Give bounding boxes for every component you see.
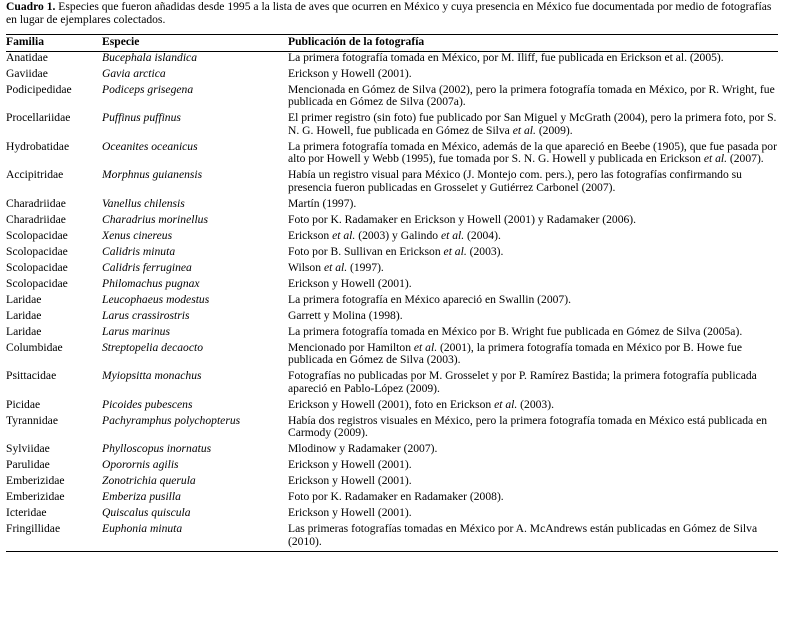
citation-text: (2004). — [464, 228, 501, 242]
citation-text: (2007). — [727, 152, 764, 166]
cell-especie: Philomachus pugnax — [102, 276, 200, 290]
species-table — [6, 34, 778, 552]
citation-text: (1997). — [347, 260, 384, 274]
citation-text: Wilson — [288, 260, 324, 274]
cell-familia: Gaviidae — [6, 66, 48, 80]
cell-familia: Procellariidae — [6, 111, 71, 125]
cell-publicacion — [288, 51, 778, 67]
table-row — [6, 326, 778, 342]
cell-publicacion — [288, 198, 778, 214]
table-row — [6, 262, 778, 278]
citation-text: La primera fotografía tomada en México por B. Wright fue publicada en Gómez de Silva (2005a). — [288, 324, 743, 338]
cell-publicacion — [288, 523, 778, 551]
cell-familia: Sylviidae — [6, 442, 50, 456]
cell-publicacion — [288, 326, 778, 342]
cell-familia: Laridae — [6, 324, 42, 338]
cell-familia: Charadriidae — [6, 212, 66, 226]
cell-especie: Emberiza pusilla — [102, 490, 181, 504]
table-row — [6, 68, 778, 84]
table-row — [6, 230, 778, 246]
cell-familia: Parulidae — [6, 458, 50, 472]
citation-text: Erickson — [288, 228, 333, 242]
cell-especie: Larus crassirostris — [102, 308, 190, 322]
cell-especie: Zonotrichia querula — [102, 474, 196, 488]
citation-etal: et al. — [703, 152, 727, 166]
table-row — [6, 214, 778, 230]
cell-familia: Columbidae — [6, 340, 63, 354]
citation-text: La primera fotografía tomada en México, por M. Iliff, fue publicada en Erickson et al. (2005). — [288, 50, 724, 64]
cell-especie: Calidris ferruginea — [102, 260, 192, 274]
citation-text: Mencionado por Hamilton — [288, 340, 414, 354]
table-row — [6, 141, 778, 170]
cell-publicacion — [288, 459, 778, 475]
citation-etal: et al. — [413, 340, 438, 354]
table-row — [6, 415, 778, 444]
citation-text: (2009). — [535, 123, 573, 137]
table-row — [6, 491, 778, 507]
citation-text: (2003) y Galindo — [355, 228, 441, 242]
cell-publicacion — [288, 169, 778, 198]
cell-publicacion — [288, 415, 778, 444]
table-row — [6, 246, 778, 262]
citation-text: Erickson y Howell (2001). — [288, 506, 412, 520]
cell-publicacion — [288, 310, 778, 326]
citation-text: Erickson y Howell (2001). — [288, 474, 412, 488]
cell-publicacion — [288, 262, 778, 278]
table-header — [6, 35, 778, 52]
cell-publicacion — [288, 370, 778, 399]
citation-text: El primer registro (sin foto) fue publicado por San Miguel y McGrath (2004), pero la primera foto, por S. N. G. Howell, fue publicada en Gómez de Silva — [288, 111, 777, 137]
table-row — [6, 112, 778, 141]
citation-text: (2003). — [466, 244, 504, 258]
cell-especie: Bucephala islandica — [102, 50, 197, 64]
citation-text: Garrett y Molina (1998). — [288, 308, 403, 322]
citation-text: Las primeras fotografías tomadas en México por A. McAndrews están publicadas en Gómez de Silva (2010). — [288, 522, 758, 548]
cell-publicacion — [288, 507, 778, 523]
table-row — [6, 310, 778, 326]
cell-familia: Laridae — [6, 292, 42, 306]
citation-text: Fotografías no publicadas por M. Grosselet y por P. Ramírez Bastida; la primera fotografía publicada apareció en Pablo-López (2009). — [288, 369, 757, 395]
cell-publicacion — [288, 443, 778, 459]
cell-familia: Psittacidae — [6, 369, 57, 383]
cell-especie: Oporornis agilis — [102, 458, 179, 472]
citation-etal: et al. — [494, 397, 518, 411]
cell-publicacion — [288, 112, 778, 141]
cell-familia: Hydrobatidae — [6, 139, 70, 153]
cell-especie: Phylloscopus inornatus — [102, 442, 212, 456]
cell-familia: Scolopacidae — [6, 276, 68, 290]
table-row — [6, 84, 778, 113]
table-row — [6, 459, 778, 475]
citation-text: Foto por B. Sullivan en Erickson — [288, 244, 444, 258]
header-publicacion: Publicación de la fotografía — [288, 35, 778, 52]
header-especie: Especie — [102, 35, 288, 52]
cell-especie: Larus marinus — [102, 324, 170, 338]
citation-text: Erickson y Howell (2001). — [288, 458, 412, 472]
cell-especie: Streptopelia decaocto — [102, 340, 203, 354]
citation-text: Erickson y Howell (2001). — [288, 66, 412, 80]
cell-especie: Leucophaeus modestus — [102, 292, 210, 306]
citation-text: (2003). — [517, 397, 554, 411]
table-row — [6, 523, 778, 551]
cell-especie: Charadrius morinellus — [102, 212, 208, 226]
cell-familia: Icteridae — [6, 506, 47, 520]
cell-familia: Podicipedidae — [6, 82, 72, 96]
cell-especie: Vanellus chilensis — [102, 196, 185, 210]
table-row — [6, 198, 778, 214]
cell-familia: Accipitridae — [6, 168, 64, 182]
cell-especie: Podiceps grisegena — [102, 82, 194, 96]
table-body — [6, 51, 778, 551]
citation-text: Mencionada en Gómez de Silva (2002), pero la primera fotografía tomada en México, por R. Wright, fue publicada en Gómez de Silva (2007a). — [288, 82, 775, 109]
table-row — [6, 475, 778, 491]
citation-text: La primera fotografía tomada en México, además de la que apareció en Beebe (1905), que fue pasada por alto por Howell y Webb (1995), fue tomada por S. N. G. Howell y publicada en Erickson — [288, 139, 777, 166]
citation-text: La primera fotografía en México apareció en Swallin (2007). — [288, 292, 571, 306]
citation-text: Mlodinow y Radamaker (2007). — [288, 442, 438, 456]
cell-familia: Picidae — [6, 397, 41, 411]
cell-publicacion — [288, 230, 778, 246]
cell-publicacion — [288, 475, 778, 491]
citation-text: Foto por K. Radamaker en Erickson y Howell (2001) y Radamaker (2006). — [288, 212, 637, 226]
cell-familia: Scolopacidae — [6, 260, 68, 274]
cell-familia: Anatidae — [6, 50, 48, 64]
citation-text: (2001), la primera fotografía tomada en México por B. Howe fue publicada en Gómez de Silva (2003). — [288, 340, 742, 367]
cell-familia: Charadriidae — [6, 196, 66, 210]
cell-especie: Pachyramphus polychopterus — [102, 413, 241, 427]
cell-especie: Oceanites oceanicus — [102, 139, 198, 153]
cell-publicacion — [288, 141, 778, 170]
cell-publicacion — [288, 246, 778, 262]
cell-publicacion — [288, 214, 778, 230]
citation-text: Erickson y Howell (2001), foto en Erickson — [288, 397, 495, 411]
cell-publicacion — [288, 84, 778, 113]
cell-especie: Euphonia minuta — [102, 523, 288, 551]
citation-text: Había dos registros visuales en México, pero la primera fotografía tomada en México está publicada en Carmody (2009). — [288, 413, 768, 440]
cell-publicacion — [288, 342, 778, 371]
cell-especie: Morphnus guianensis — [102, 168, 203, 182]
header-row — [6, 35, 778, 52]
table-row — [6, 443, 778, 459]
citation-etal: et al. — [332, 228, 356, 242]
citation-text: Martín (1997). — [288, 196, 357, 210]
cell-familia: Tyrannidae — [6, 413, 58, 427]
citation-etal: et al. — [443, 244, 467, 258]
citation-text: Foto por K. Radamaker en Radamaker (2008). — [288, 490, 504, 504]
table-row — [6, 507, 778, 523]
cell-familia: Scolopacidae — [6, 228, 68, 242]
table-row — [6, 51, 778, 67]
cell-publicacion — [288, 399, 778, 415]
cell-familia: Scolopacidae — [6, 244, 68, 258]
table-row — [6, 294, 778, 310]
citation-etal: et al. — [323, 260, 348, 274]
cell-especie: Quiscalus quiscula — [102, 506, 191, 520]
citation-text: Había un registro visual para México (J. Montejo com. pers.), pero las fotografías confirmando su presencia fueron publicadas en Grosselet y Gutiérrez Carbonel (2007). — [288, 168, 742, 194]
cell-especie: Picoides pubescens — [102, 397, 193, 411]
table-row — [6, 370, 778, 399]
cell-publicacion — [288, 278, 778, 294]
citation-etal: et al. — [440, 228, 465, 242]
cell-familia: Emberizidae — [6, 490, 65, 504]
caption-label: Cuadro 1. — [6, 0, 56, 13]
cell-familia: Fringillidae — [6, 523, 102, 551]
cell-especie: Puffinus puffinus — [102, 111, 181, 125]
table-caption — [6, 1, 776, 26]
cell-especie: Xenus cinereus — [102, 228, 173, 242]
citation-text: Erickson y Howell (2001). — [288, 276, 412, 290]
header-familia: Familia — [6, 35, 102, 52]
cell-familia: Emberizidae — [6, 474, 65, 488]
cell-especie: Myiopsitta monachus — [102, 369, 202, 383]
table-row — [6, 399, 778, 415]
cell-especie: Gavia arctica — [102, 66, 166, 80]
table-row — [6, 169, 778, 198]
cell-publicacion — [288, 68, 778, 84]
table-row — [6, 278, 778, 294]
citation-etal: et al. — [512, 123, 536, 137]
cell-familia: Laridae — [6, 308, 42, 322]
cell-especie: Calidris minuta — [102, 244, 176, 258]
cell-publicacion — [288, 491, 778, 507]
cell-publicacion — [288, 294, 778, 310]
caption-text: Especies que fueron añadidas desde 1995 a la lista de aves que ocurren en México y cuya presencia en México fue documentada por medio de fotografías en lugar de ejemplares colectados. — [6, 0, 772, 26]
table-row — [6, 342, 778, 371]
